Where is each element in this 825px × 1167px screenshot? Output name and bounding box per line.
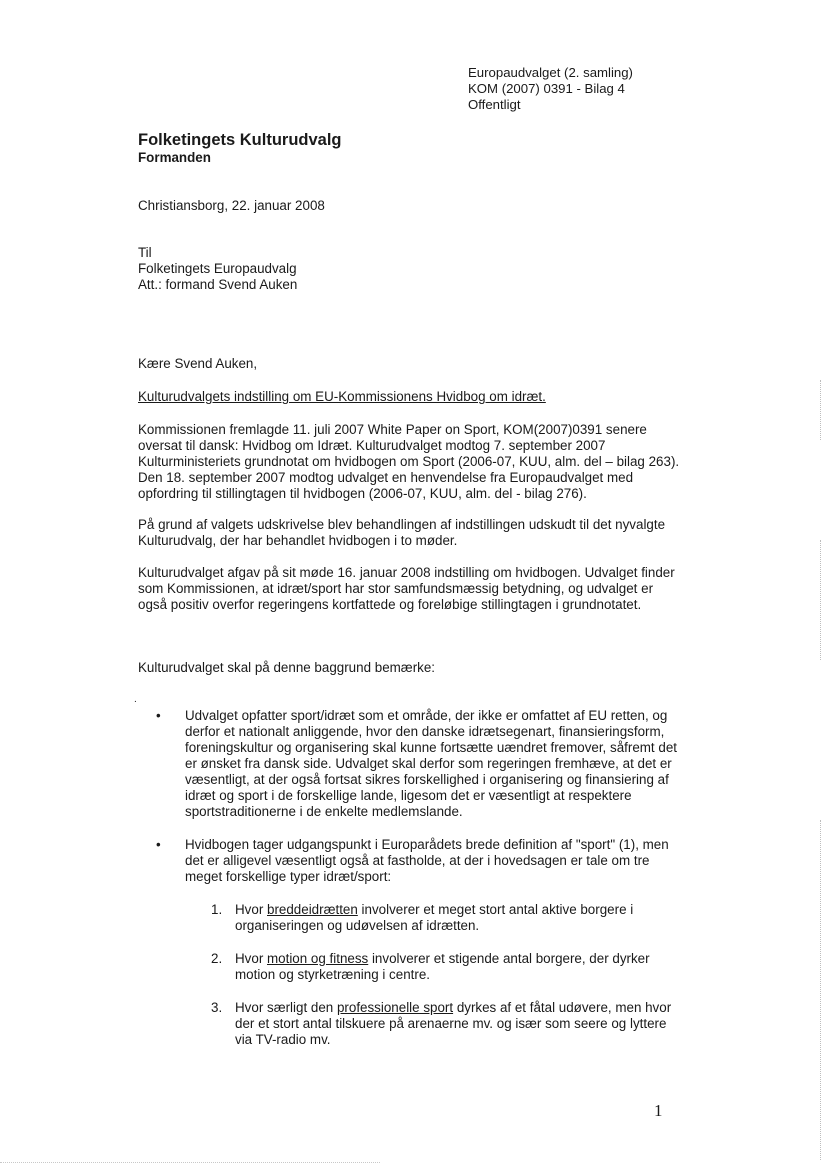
stray-mark: . bbox=[134, 694, 137, 705]
item-number: 1. bbox=[211, 902, 223, 917]
item-term: breddeidrætten bbox=[267, 902, 358, 917]
reference-line: KOM (2007) 0391 - Bilag 4 bbox=[468, 81, 625, 96]
item-text-post: involverer et stigende antal borgere, der dyrker motion og styrketræning i centre. bbox=[235, 951, 650, 982]
body-paragraph: Kommissionen fremlagde 11. juli 2007 White Paper on Sport, KOM(2007)0391 senere oversat til dansk: Hvidbog om Idræt. Kulturudvalget modtog 7. september 2007 Kulturministeriets grundnotat om hvidbogen om Sport (2006-07, KUU, alm. del – bilag 263). Den 18. september 2007 modtog udvalget en henvendelse fra Europaudvalget med opfordring til stillingtagen til hvidbogen (2006-07, KUU, alm. del - bilag 276). bbox=[138, 422, 680, 501]
list-item-text: Udvalget opfatter sport/idræt som et område, der ikke er omfattet af EU retten, og derfor et nationalt anliggende, hvor den danske idrætsegenart, finansieringsform, foreningskultur og organisering skal kunne fortsætte uændret fremover, såfremt det er ønsket fra dansk side. Udvalget skal derfor som regeringen fremhæve, at det er væsentligt, at der også fortsat sikres forskellighed i organisering og finansiering af idræt og sport i de forskellige lande, ligesom det er væsentligt at respektere sportstraditionerne i de enkelte medlemslande. bbox=[185, 708, 677, 819]
recipient-line: Folketingets Europaudvalg bbox=[138, 261, 297, 276]
list-item bbox=[138, 708, 683, 820]
subject-line: Kulturudvalgets indstilling om EU-Kommissionens Hvidbog om idræt. bbox=[138, 389, 546, 404]
numbered-item bbox=[185, 902, 683, 934]
document-reference bbox=[468, 65, 633, 113]
body-paragraph: På grund af valgets udskrivelse blev behandlingen af indstillingen udskudt til det nyvalgte Kulturudvalg, der har behandlet hvidbogen i to møder. bbox=[138, 517, 666, 548]
recipient-line: Til bbox=[138, 245, 152, 260]
page-number: 1 bbox=[654, 1101, 663, 1120]
numbered-item bbox=[185, 951, 683, 983]
item-number: 3. bbox=[211, 1000, 223, 1015]
numbered-item bbox=[185, 1000, 683, 1048]
body-paragraph: Kulturudvalget afgav på sit møde 16. januar 2008 indstilling om hvidbogen. Udvalget finder som Kommissionen, at idræt/sport har stor samfundsmæssig betydning, og udvalget er også positiv overfor regeringens kortfattede og foreløbige stillingtagen i grundnotatet. bbox=[138, 565, 675, 612]
sender-name: Folketingets Kulturudvalg bbox=[138, 131, 342, 149]
list-item-text: Hvidbogen tager udgangspunkt i Europarådets brede definition af "sport" (1), men det er alligevel væsentligt også at fastholde, at der i hovedsagen er tale om tre meget forskellige typer idræt/sport: bbox=[185, 837, 669, 884]
scan-edge-artifact bbox=[820, 540, 821, 660]
recipient-block bbox=[138, 245, 297, 293]
item-text-pre: Hvor bbox=[235, 951, 267, 966]
greeting: Kære Svend Auken, bbox=[138, 356, 258, 371]
sender-block bbox=[138, 130, 342, 166]
item-number: 2. bbox=[211, 951, 223, 966]
reference-line: Europaudvalget (2. samling) bbox=[468, 65, 633, 80]
sport-types-list bbox=[185, 902, 683, 1048]
scan-edge-artifact bbox=[820, 820, 821, 1160]
reference-line: Offentligt bbox=[468, 97, 521, 112]
item-text-pre: Hvor særligt den bbox=[235, 1000, 337, 1015]
remarks-list bbox=[138, 708, 683, 1065]
item-term: motion og fitness bbox=[267, 951, 369, 966]
body-paragraph: Kulturudvalget skal på denne baggrund bemærke: bbox=[138, 660, 436, 675]
dateline: Christiansborg, 22. januar 2008 bbox=[138, 198, 325, 213]
item-text-post: dyrkes af et fåtal udøvere, men hvor der et stort antal tilskuere på arenaerne mv. og især som seere og lyttere via TV-radio mv. bbox=[235, 1000, 672, 1047]
scan-edge-artifact bbox=[820, 380, 821, 440]
bullet-icon: • bbox=[156, 708, 161, 723]
list-item bbox=[138, 837, 683, 1048]
item-term: professionelle sport bbox=[336, 1000, 454, 1015]
bullet-icon: • bbox=[156, 837, 161, 852]
item-text-post: involverer et meget stort antal aktive borgere i organiseringen og udøvelsen af idrætten. bbox=[235, 902, 634, 933]
scan-bottom-artifact bbox=[0, 1162, 380, 1163]
sender-title: Formanden bbox=[138, 150, 211, 165]
item-text-pre: Hvor bbox=[235, 902, 267, 917]
recipient-line: Att.: formand Svend Auken bbox=[138, 277, 298, 292]
